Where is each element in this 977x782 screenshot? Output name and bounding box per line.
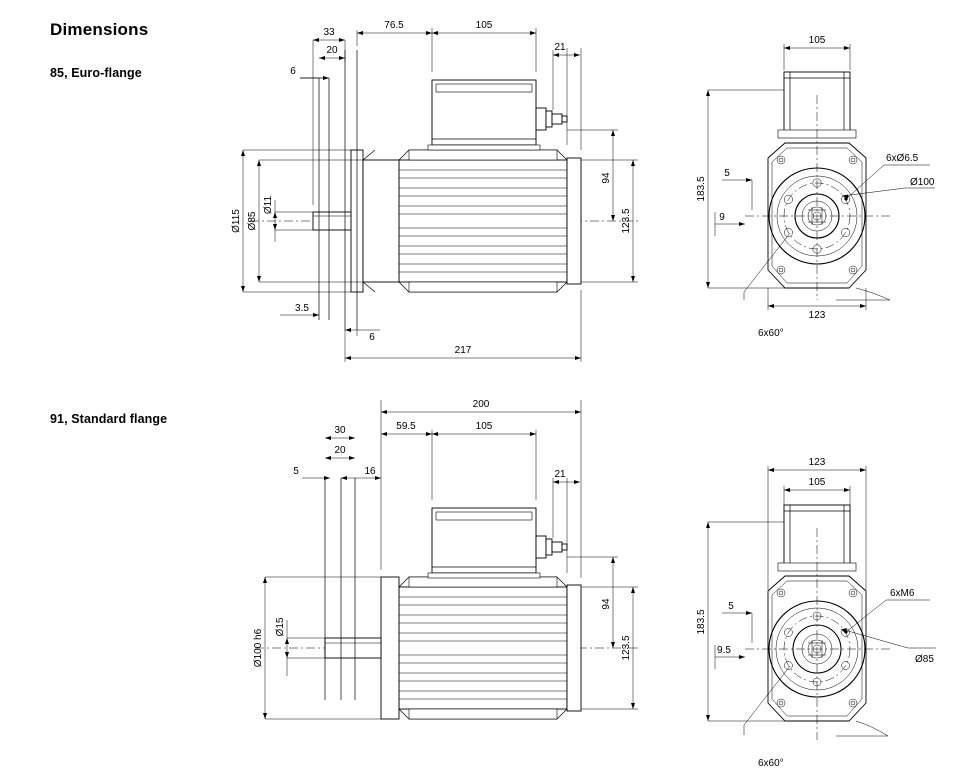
section-label-85: 85, Euro-flange	[50, 66, 142, 80]
dim-123-85-label: 123	[808, 310, 826, 321]
motor-85-side-view	[231, 20, 640, 362]
dim-6-top	[300, 76, 329, 80]
dim-dia85-label: Ø85	[247, 211, 258, 231]
dim-5-91-side	[302, 476, 330, 480]
dim-dia11-label: Ø11	[263, 195, 274, 215]
leader-angle-91-label: 6x60°	[758, 758, 784, 769]
dim-105-side	[432, 31, 536, 35]
dim-105-91-front	[784, 486, 850, 505]
section-label-91: 91, Standard flange	[50, 412, 168, 426]
page-title: Dimensions	[50, 20, 149, 39]
dim-5-85	[722, 178, 752, 210]
dim-20-label: 20	[326, 45, 338, 56]
leader-threads-91-label: 6xM6	[890, 588, 915, 599]
dim-6-top-label: 6	[290, 66, 296, 77]
dim-20-91	[325, 456, 355, 460]
dim-21-91	[553, 478, 580, 538]
dim-183_5-91-label: 183.5	[696, 609, 707, 635]
dim-94-91-label: 94	[601, 598, 612, 610]
dim-217-label: 217	[454, 345, 472, 356]
dim-200	[381, 410, 581, 414]
dim-5-85-label: 5	[724, 168, 730, 179]
dim-33	[313, 38, 345, 42]
dim-105-front	[784, 44, 850, 70]
dim-123_5-label: 123.5	[621, 208, 632, 234]
dim-59_5	[381, 432, 432, 436]
dim-59_5-label: 59.5	[396, 421, 416, 432]
leader-angle-85-label: 6x60°	[758, 328, 784, 339]
dim-9_5-91-label: 9.5	[717, 645, 731, 656]
dim-20-91-label: 20	[334, 445, 346, 456]
dim-76_5-label: 76.5	[384, 20, 404, 31]
dim-76_5	[357, 30, 432, 46]
dim-105-front-label: 105	[808, 35, 826, 46]
dim-21-label: 21	[554, 42, 566, 53]
dim-105-91-side	[432, 432, 536, 436]
dim-200-label: 200	[472, 399, 490, 410]
dim-6-bottom-label: 6	[369, 332, 375, 343]
leader-dia100-85-label: Ø100	[910, 177, 935, 188]
dim-30	[325, 436, 355, 440]
dim-105-91-front-label: 105	[808, 477, 826, 488]
dim-dia100h6-label: Ø100 h6	[253, 628, 264, 668]
dim-105-91-side-label: 105	[475, 421, 493, 432]
dim-94-label: 94	[601, 172, 612, 184]
dim-16-label: 16	[364, 466, 376, 477]
dim-105-side-label: 105	[475, 20, 493, 31]
motor-85-front-view	[696, 35, 935, 339]
motor-91-side-view	[253, 399, 640, 719]
leader-holes-85-label: 6xØ6.5	[886, 153, 919, 164]
motor-91-front-view	[696, 457, 936, 769]
dim-9-85-label: 9	[719, 212, 725, 223]
leader-dia85-91-label: Ø85	[915, 654, 934, 665]
dim-5-91-front-label: 5	[728, 601, 734, 612]
dim-183_5-label: 183.5	[696, 176, 707, 202]
dim-123-91-label: 123	[808, 457, 826, 468]
dim-21-91-label: 21	[554, 469, 566, 480]
dim-dia15-label: Ø15	[275, 617, 286, 637]
dim-33-label: 33	[323, 27, 335, 38]
dim-21	[553, 50, 580, 110]
dim-123_5-91-label: 123.5	[621, 635, 632, 661]
dim-5-91-side-label: 5	[293, 466, 299, 477]
dim-dia115-label: Ø115	[231, 209, 242, 233]
dim-5-91-front	[722, 611, 752, 643]
dim-30-label: 30	[334, 425, 346, 436]
dim-3_5-label: 3.5	[295, 303, 309, 314]
